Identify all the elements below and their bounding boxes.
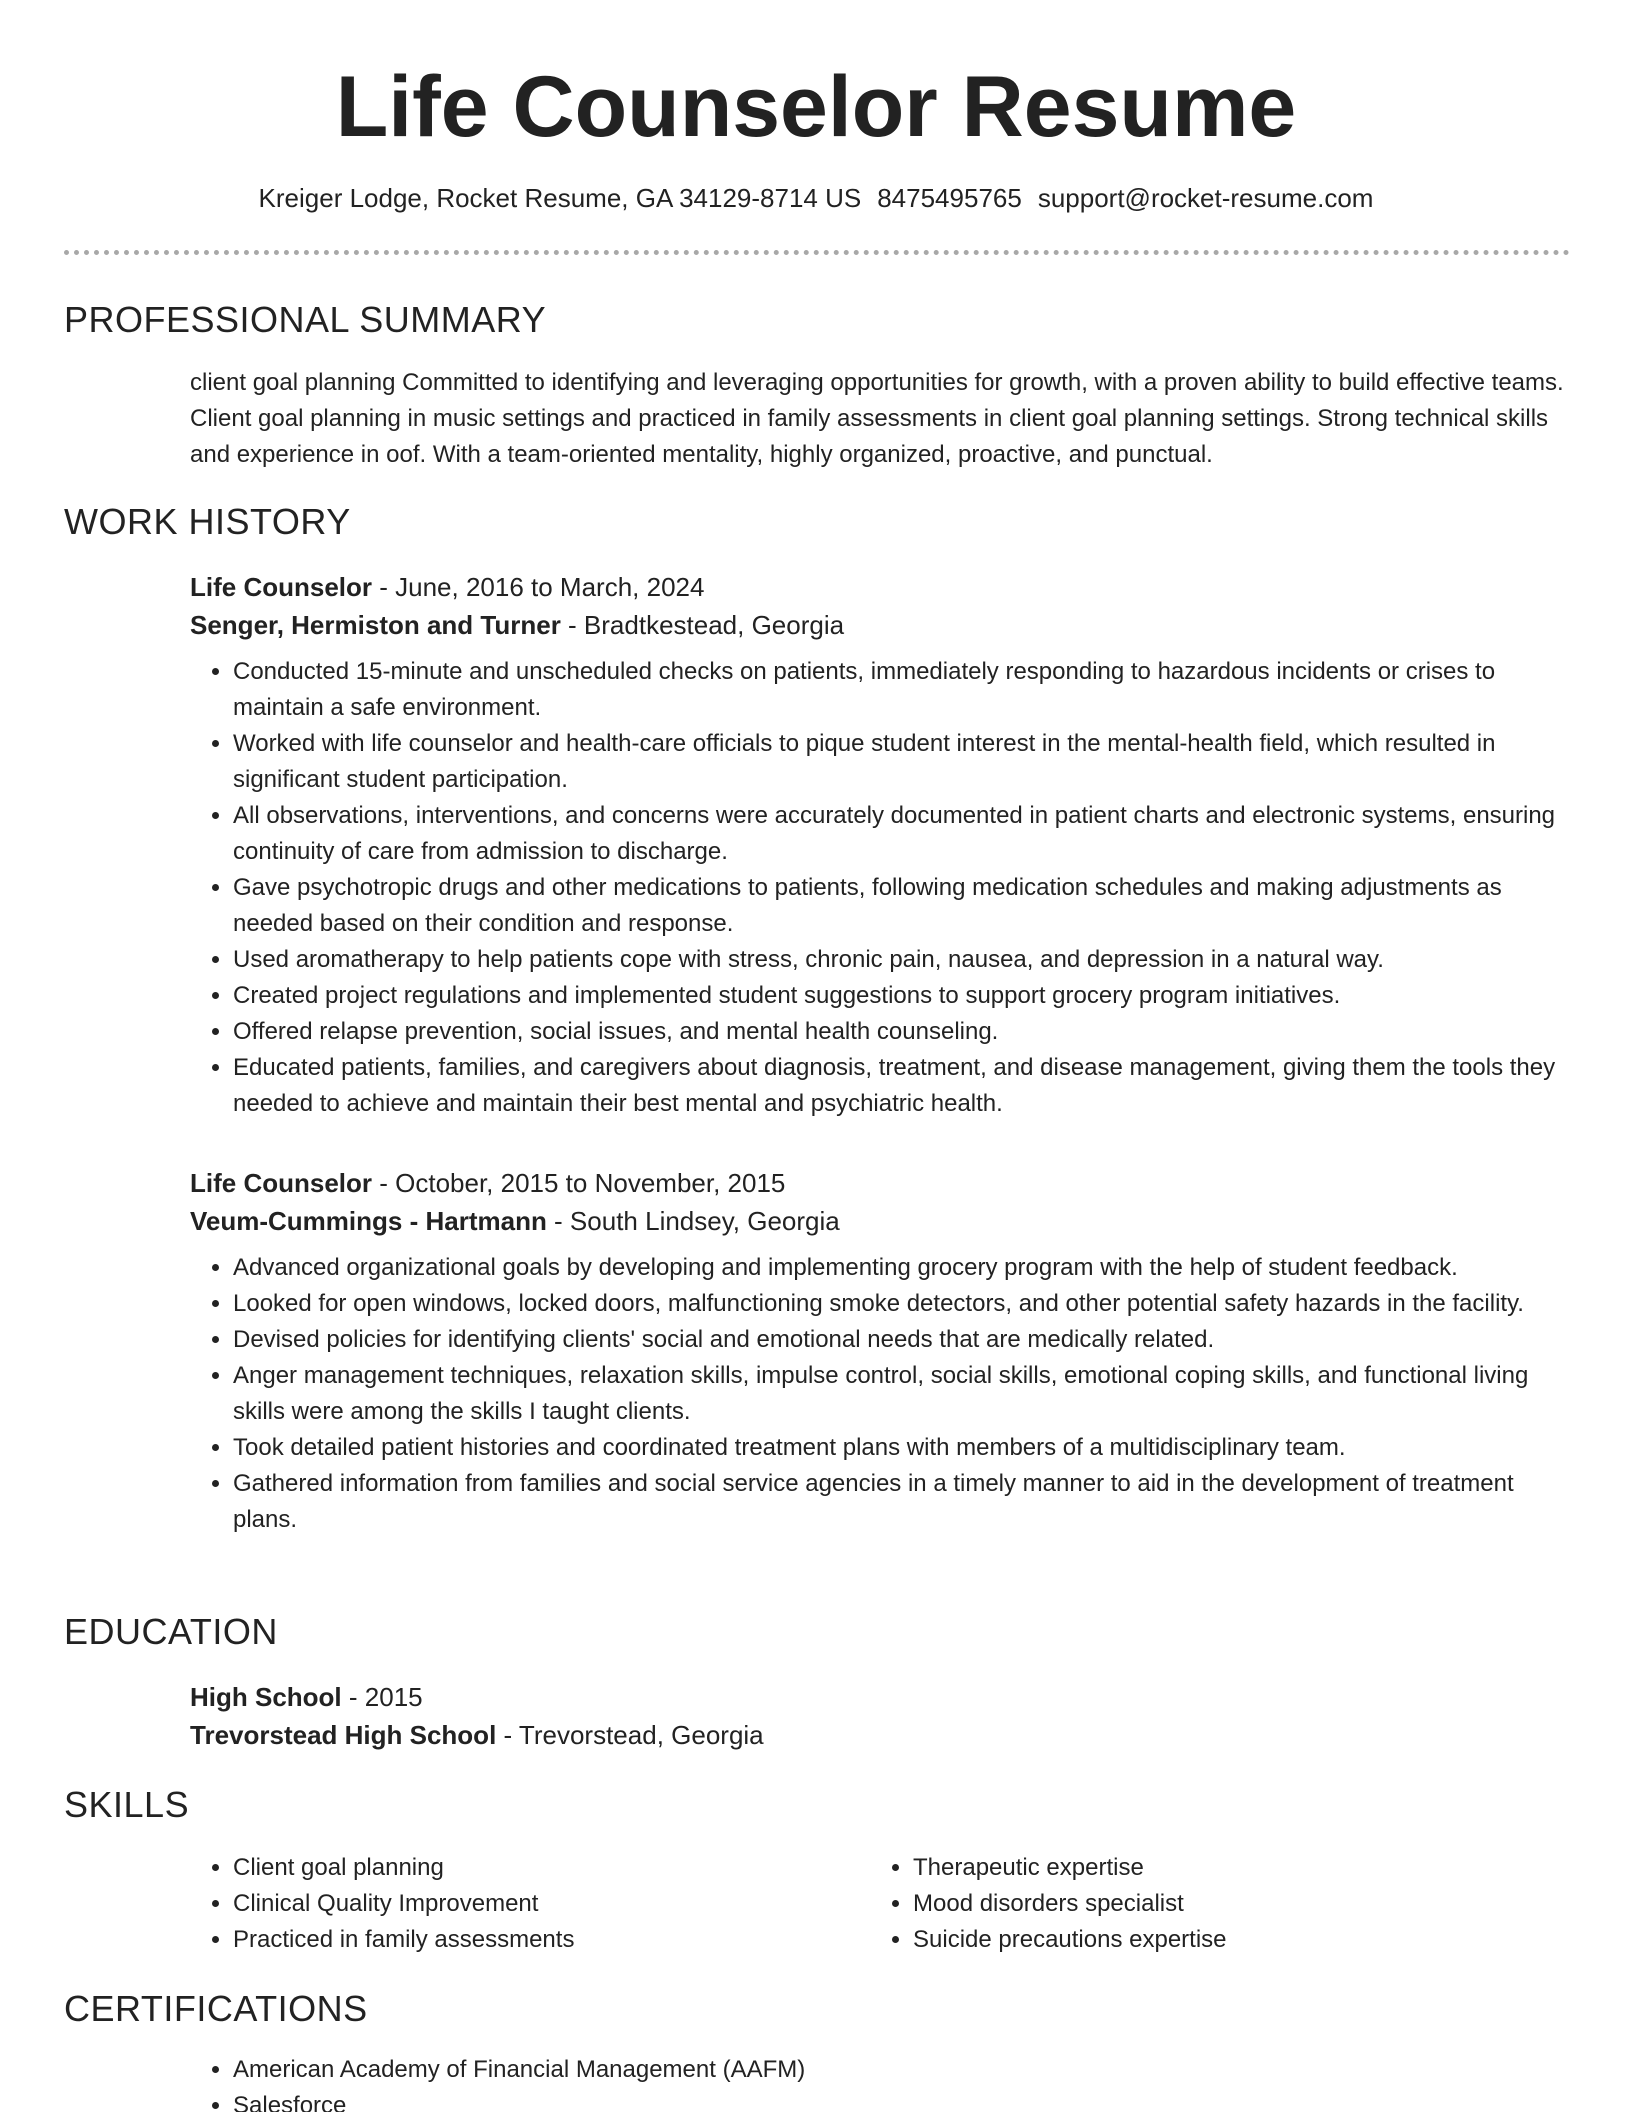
list-item: • Therapeutic expertise	[913, 1850, 1550, 1886]
skills-block	[190, 1850, 1570, 1958]
contact-address: Kreiger Lodge, Rocket Resume, GA 34129-8714 US	[258, 183, 862, 213]
list-item: • Mood disorders specialist	[913, 1886, 1550, 1922]
job-company: Veum-Cummings - Hartmann	[190, 1206, 547, 1236]
job-title: Life Counselor	[190, 572, 373, 602]
certifications-heading: CERTIFICATIONS	[64, 1988, 368, 2029]
list-item: • All observations, interventions, and concerns were accurately documented in patient charts and electronic systems, ensuring continuity of care from admission to discharge.	[233, 798, 1570, 870]
list-item: • Devised policies for identifying clients' social and emotional needs that are medically related.	[233, 1322, 1570, 1358]
education-entry	[190, 1678, 1570, 1754]
list-item: • Clinical Quality Improvement	[233, 1886, 870, 1922]
job-bullet-list	[190, 654, 1570, 1122]
skills-list-left	[190, 1850, 870, 1958]
education-degree: High School	[190, 1682, 342, 1712]
summary-text: client goal planning Committed to identifying and leveraging opportunities for growth, with a proven ability to build effective teams. Client goal planning in music settings and practiced in family assessments in client goal planning settings. Strong technical skills and experience in oof. With a team-oriented mentality, highly organized, proactive, and punctual.	[190, 369, 1564, 468]
list-item: • Practiced in family assessments	[233, 1922, 870, 1958]
skills-list-right	[870, 1850, 1550, 1958]
education-location: - Trevorstead, Georgia	[496, 1720, 764, 1750]
contact-phone: 8475495765	[877, 183, 1022, 213]
job-company-line	[190, 606, 1570, 644]
job-dates: - June, 2016 to March, 2024	[372, 572, 705, 602]
skills-grid	[190, 1850, 1570, 1958]
list-item: • American Academy of Financial Management (AAFM)	[233, 2052, 1570, 2088]
list-item: • Looked for open windows, locked doors, malfunctioning smoke detectors, and other potential safety hazards in the facility.	[233, 1286, 1570, 1322]
job-location: - Bradtkestead, Georgia	[560, 610, 845, 640]
job-location: - South Lindsey, Georgia	[546, 1206, 840, 1236]
summary-block	[190, 365, 1570, 473]
list-item: • Gathered information from families and social service agencies in a timely manner to aid in the development of treatment plans.	[233, 1466, 1570, 1538]
education-degree-line	[190, 1678, 1570, 1716]
job-role-line	[190, 1164, 1570, 1202]
certifications-list	[190, 2052, 1570, 2112]
list-item: • Worked with life counselor and health-care officials to pique student interest in the mental-health field, which resulted in significant student participation.	[233, 726, 1570, 798]
contact-line	[0, 180, 1632, 216]
job-company-line	[190, 1202, 1570, 1240]
list-item: • Used aromatherapy to help patients cope with stress, chronic pain, nausea, and depression in a natural way.	[233, 942, 1570, 978]
list-item: • Advanced organizational goals by developing and implementing grocery program with the help of student feedback.	[233, 1250, 1570, 1286]
list-item: • Conducted 15-minute and unscheduled checks on patients, immediately responding to hazardous incidents or crises to maintain a safe environment.	[233, 654, 1570, 726]
contact-email: support@rocket-resume.com	[1037, 183, 1374, 213]
summary-heading: PROFESSIONAL SUMMARY	[64, 299, 547, 340]
job-bullet-list	[190, 1250, 1570, 1538]
education-school-line	[190, 1716, 1570, 1754]
skills-heading: SKILLS	[64, 1784, 190, 1825]
job-dates: - October, 2015 to November, 2015	[372, 1168, 786, 1198]
list-item: • Salesforce	[233, 2088, 1570, 2112]
list-item: • Gave psychotropic drugs and other medications to patients, following medication schedules and making adjustments as needed based on their condition and response.	[233, 870, 1570, 942]
list-item: • Took detailed patient histories and coordinated treatment plans with members of a multidisciplinary team.	[233, 1430, 1570, 1466]
job-entry-2	[190, 1164, 1570, 1538]
list-item: • Suicide precautions expertise	[913, 1922, 1550, 1958]
education-year: - 2015	[341, 1682, 423, 1712]
resume-title: Life Counselor Resume	[335, 59, 1297, 155]
list-item: • Educated patients, families, and caregivers about diagnosis, treatment, and disease management, giving them the tools they needed to achieve and maintain their best mental and psychiatric health.	[233, 1050, 1570, 1122]
education-school: Trevorstead High School	[190, 1720, 497, 1750]
job-company: Senger, Hermiston and Turner	[190, 610, 561, 640]
list-item: • Created project regulations and implemented student suggestions to support grocery program initiatives.	[233, 978, 1570, 1014]
header-divider	[64, 250, 1570, 255]
list-item: • Anger management techniques, relaxation skills, impulse control, social skills, emotional coping skills, and functional living skills were among the skills I taught clients.	[233, 1358, 1570, 1430]
list-item: • Client goal planning	[233, 1850, 870, 1886]
job-role-line	[190, 568, 1570, 606]
job-entry-1	[190, 568, 1570, 1122]
certifications-block	[190, 2052, 1570, 2112]
list-item: • Offered relapse prevention, social issues, and mental health counseling.	[233, 1014, 1570, 1050]
work-history-heading: WORK HISTORY	[64, 501, 351, 542]
education-heading: EDUCATION	[64, 1611, 278, 1652]
job-title: Life Counselor	[190, 1168, 373, 1198]
